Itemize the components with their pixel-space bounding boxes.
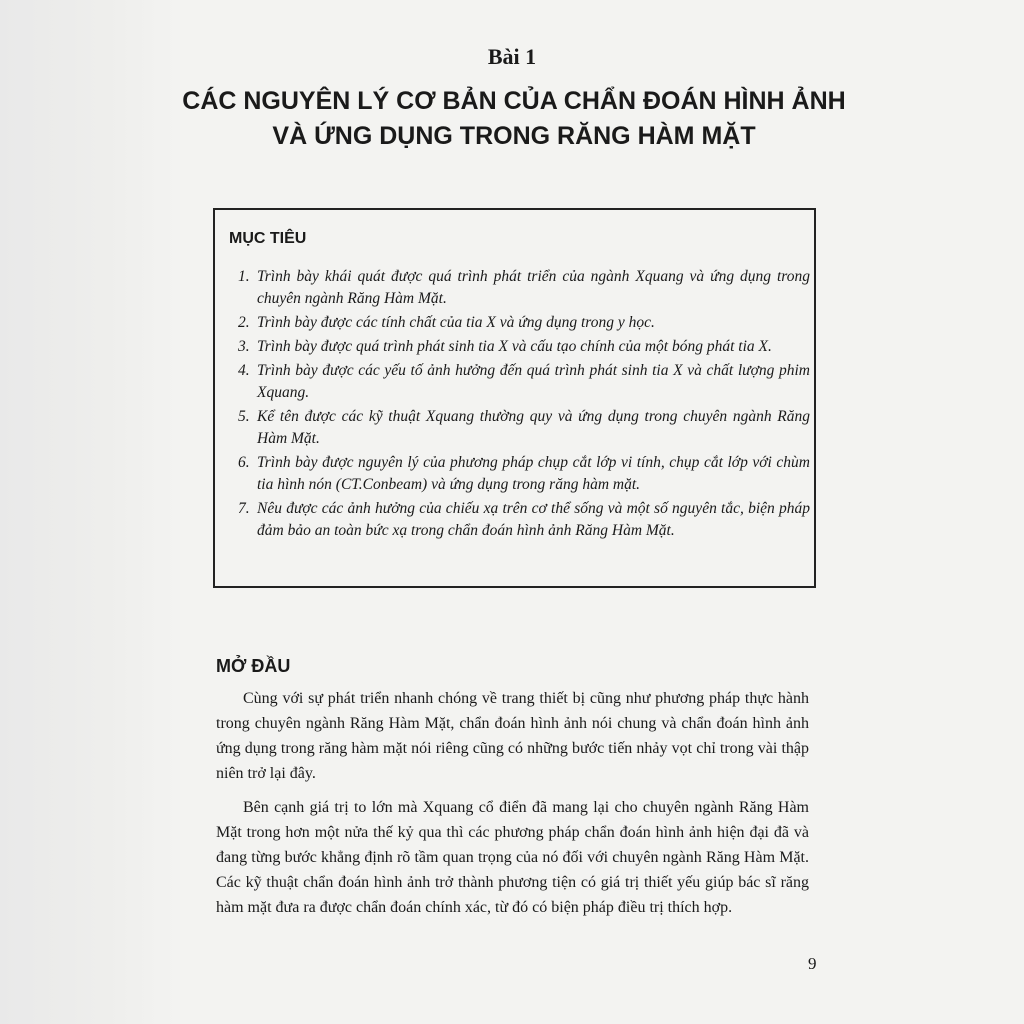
objective-number: 3. (238, 338, 250, 355)
objective-text: Nêu được các ảnh hưởng của chiếu xạ trên cơ thể sống và một số nguyên tắc, biện pháp đảm bảo an toàn bức xạ trong chẩn đoán hình ảnh Răng Hàm Mặt. (257, 500, 810, 539)
page-number: 9 (808, 954, 817, 973)
objective-number: 7. (238, 500, 250, 517)
objective-text: Trình bày được quá trình phát sinh tia X và cấu tạo chính của một bóng phát tia X. (257, 338, 772, 355)
objective-item (238, 498, 810, 542)
intro-heading: MỞ ĐẦU (216, 656, 291, 676)
lesson-title-line-1: CÁC NGUYÊN LÝ CƠ BẢN CỦA CHẨN ĐOÁN HÌNH ẢNH (182, 87, 846, 115)
objective-item (238, 266, 810, 310)
objective-text: Trình bày được nguyên lý của phương pháp chụp cắt lớp vi tính, chụp cắt lớp với chùm tia hình nón (CT.Conbeam) và ứng dụng trong răng hàm mặt. (257, 454, 810, 493)
objectives-box (213, 208, 816, 588)
objective-item (238, 312, 810, 334)
lesson-title-line-2: VÀ ỨNG DỤNG TRONG RĂNG HÀM MẶT (272, 122, 756, 150)
intro-body (216, 686, 809, 929)
page-gutter-shadow (0, 0, 176, 1024)
objective-item (238, 452, 810, 496)
intro-paragraph: Bên cạnh giá trị to lớn mà Xquang cổ điển đã mang lại cho chuyên ngành Răng Hàm Mặt trong hơn một nửa thế kỷ qua thì các phương pháp chẩn đoán hình ảnh hiện đại đã và đang từng bước khẳng định rõ tầm quan trọng của nó đối với chuyên ngành Răng Hàm Mặt. Các kỹ thuật chẩn đoán hình ảnh trở thành phương tiện có giá trị thiết yếu giúp bác sĩ răng hàm mặt đưa ra được chẩn đoán chính xác, từ đó có biện pháp điều trị thích hợp. (216, 799, 809, 916)
intro-paragraph: Cùng với sự phát triển nhanh chóng về trang thiết bị cũng như phương pháp thực hành trong chuyên ngành Răng Hàm Mặt, chẩn đoán hình ảnh nói chung và chẩn đoán hình ảnh ứng dụng trong răng hàm mặt nói riêng cũng có những bước tiến nhảy vọt chỉ trong vài thập niên trở lại đây. (216, 690, 809, 782)
objective-number: 2. (238, 314, 250, 331)
objective-text: Kể tên được các kỹ thuật Xquang thường quy và ứng dụng trong chuyên ngành Răng Hàm Mặt. (257, 408, 810, 447)
objective-text: Trình bày được các tính chất của tia X và ứng dụng trong y học. (257, 314, 655, 331)
objective-item (238, 360, 810, 404)
objective-item (238, 406, 810, 450)
objective-number: 6. (238, 454, 250, 471)
objective-number: 4. (238, 362, 250, 379)
lesson-title (180, 84, 848, 154)
objectives-heading: MỤC TIÊU (229, 230, 307, 247)
objective-number: 5. (238, 408, 250, 425)
objectives-list (238, 266, 810, 544)
objective-text: Trình bày khái quát được quá trình phát triển của ngành Xquang và ứng dụng trong chuyên ngành Răng Hàm Mặt. (257, 268, 810, 307)
objective-number: 1. (238, 268, 250, 285)
objective-item (238, 336, 810, 358)
objective-text: Trình bày được các yếu tố ảnh hưởng đến quá trình phát sinh tia X và chất lượng phim Xquang. (257, 362, 810, 401)
lesson-number: Bài 1 (487, 44, 537, 69)
